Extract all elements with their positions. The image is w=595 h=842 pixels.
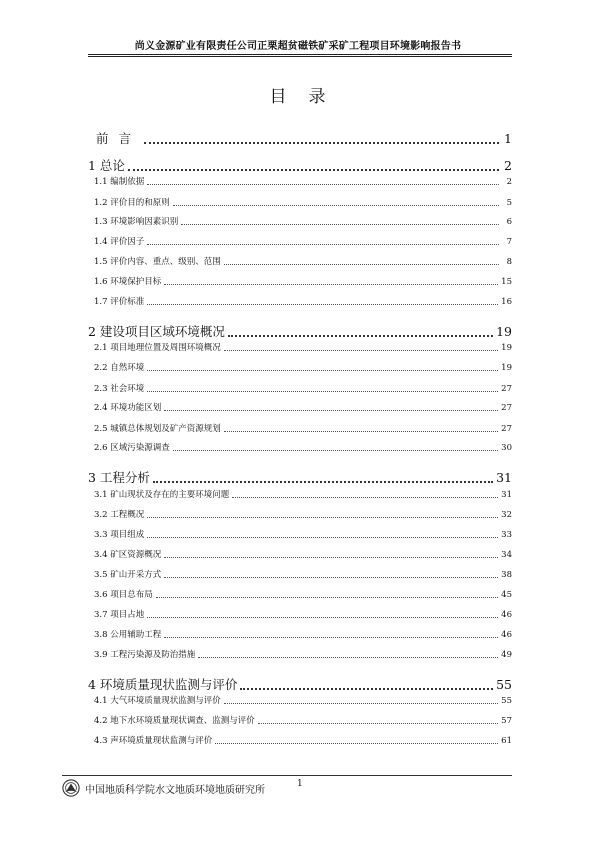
toc-entry-label: 3.6 项目总布局: [94, 590, 153, 600]
toc-entry-label: 3 工程分析: [88, 470, 150, 485]
toc-dot-leader: [173, 205, 499, 206]
toc-section-entry[interactable]: [94, 235, 512, 247]
toc-entry-page: 5: [506, 198, 512, 208]
toc-entry-page: 15: [501, 277, 512, 287]
toc-entry-label: 2.6 区域污染源调查: [94, 443, 170, 453]
toc-section-entry[interactable]: [94, 508, 512, 520]
toc-entry-page: 49: [501, 650, 512, 660]
toc-entry-label: 1.1 编制依据: [94, 177, 145, 187]
toc-entry-label: 3.3 项目组成: [94, 530, 145, 540]
toc-entry-page: 46: [501, 610, 512, 620]
toc-dot-leader: [164, 557, 498, 558]
toc-entry-page: 61: [501, 736, 512, 746]
toc-entry-label: 2.4 环境功能区划: [94, 403, 162, 413]
toc-entry-label: 3.4 矿区资源概况: [94, 550, 162, 560]
toc-chapter-entry[interactable]: [88, 156, 512, 174]
toc-entry-label: 3.5 矿山开采方式: [94, 570, 162, 580]
toc-entry-label: 1 总论: [88, 158, 125, 173]
toc-dot-leader: [147, 304, 498, 305]
toc-dot-leader: [258, 723, 498, 724]
toc-dot-leader: [153, 481, 493, 483]
toc-section-entry[interactable]: [94, 175, 512, 187]
document-footer: [62, 779, 303, 797]
toc-dot-leader: [144, 142, 499, 144]
toc-section-entry[interactable]: [94, 255, 512, 267]
toc-dot-leader: [147, 517, 498, 518]
toc-section-entry[interactable]: [94, 628, 512, 640]
toc-dot-leader: [147, 537, 498, 538]
toc-entry-label: 3.2 工程概况: [94, 510, 145, 520]
toc-entry-page: 6: [506, 217, 512, 227]
toc-entry-page: 46: [501, 630, 512, 640]
toc-chapter-entry[interactable]: [88, 468, 512, 486]
toc-entry-page: 8: [506, 257, 512, 267]
toc-section-entry[interactable]: [94, 548, 512, 560]
toc-section-entry[interactable]: [94, 694, 512, 706]
toc-entry-page: 16: [501, 297, 512, 307]
toc-section-entry[interactable]: [94, 382, 512, 394]
toc-dot-leader: [224, 431, 498, 432]
toc-dot-leader: [156, 597, 498, 598]
toc-dot-leader: [164, 577, 498, 578]
institute-emblem-icon: [62, 779, 80, 797]
toc-entry-label: 1.7 评价标准: [94, 297, 145, 307]
footer-institute-name: 中国地质科学院水文地质环境地质研究所: [85, 784, 265, 796]
toc-entry-label: 2.2 自然环境: [94, 363, 145, 373]
toc-entry-page: 19: [496, 324, 512, 339]
toc-entry-page: 7: [506, 237, 512, 247]
toc-entry-page: 27: [501, 424, 512, 434]
toc-section-entry[interactable]: [94, 341, 512, 353]
toc-section-entry[interactable]: [94, 528, 512, 540]
toc-chapter-entry[interactable]: [88, 129, 512, 147]
toc-entry-label: 1.5 评价内容、重点、级别、范围: [94, 257, 221, 267]
toc-dot-leader: [181, 224, 499, 225]
toc-entry-label: 2.5 城镇总体规划及矿产资源规划: [94, 424, 221, 434]
toc-entry-page: 27: [501, 384, 512, 394]
toc-dot-leader: [164, 284, 498, 285]
toc-entry-page: 32: [501, 510, 512, 520]
toc-entry-label: 3.9 工程污染源及防治措施: [94, 650, 196, 660]
toc-entry-page: 2: [506, 177, 512, 187]
toc-entry-label: 1.3 环境影响因素识别: [94, 217, 179, 227]
toc-section-entry[interactable]: [94, 401, 512, 413]
toc-dot-leader: [173, 450, 498, 451]
toc-dot-leader: [215, 743, 498, 744]
toc-entry-label: 3.7 项目占地: [94, 610, 145, 620]
toc-entry-page: 31: [496, 470, 512, 485]
toc-entry-label: 4 环境质量现状监测与评价: [88, 677, 238, 692]
toc-entry-label: 4.3 声环境质量现状监测与评价: [94, 736, 213, 746]
toc-entry-page: 57: [501, 716, 512, 726]
toc-entry-page: 38: [501, 570, 512, 580]
toc-entry-page: 19: [501, 363, 512, 373]
toc-dot-leader: [228, 335, 493, 337]
toc-section-entry[interactable]: [94, 295, 512, 307]
toc-dot-leader: [224, 264, 499, 265]
toc-dot-leader: [147, 391, 498, 392]
toc-entry-label: 1.6 环境保护目标: [94, 277, 162, 287]
toc-entry-label: 3.8 公用辅助工程: [94, 630, 162, 640]
toc-entry-page: 1: [504, 131, 512, 146]
toc-section-entry[interactable]: [94, 588, 512, 600]
toc-entry-label: 2.1 项目地理位置及周围环境概况: [94, 343, 221, 353]
toc-dot-leader: [147, 617, 498, 618]
toc-section-entry[interactable]: [94, 488, 512, 500]
toc-entry-page: 19: [501, 343, 512, 353]
toc-section-entry[interactable]: [94, 648, 512, 660]
toc-title: 目录: [269, 87, 348, 107]
toc-entry-label: 前言: [96, 131, 142, 146]
toc-entry-label: 4.1 大气环境质量现状监测与评价: [94, 696, 221, 706]
toc-entry-page: 2: [504, 158, 512, 173]
toc-section-entry[interactable]: [94, 215, 512, 227]
toc-entry-page: 27: [501, 403, 512, 413]
toc-section-entry[interactable]: [94, 734, 512, 746]
toc-entry-page: 55: [501, 696, 512, 706]
toc-entry-label: 4.2 地下水环境质量现状调查、监测与评价: [94, 716, 255, 726]
toc-dot-leader: [147, 184, 499, 185]
header-divider: [88, 54, 512, 57]
toc-dot-leader: [198, 657, 498, 658]
toc-dot-leader: [147, 370, 498, 371]
toc-dot-leader: [164, 637, 498, 638]
toc-section-entry[interactable]: [94, 196, 512, 208]
toc-entry-label: 2 建设项目区域环境概况: [88, 324, 225, 339]
footer-divider: [62, 775, 512, 776]
toc-section-entry[interactable]: [94, 275, 512, 287]
toc-dot-leader: [224, 703, 498, 704]
toc-dot-leader: [128, 169, 499, 171]
toc-section-entry[interactable]: [94, 608, 512, 620]
toc-dot-leader: [147, 244, 499, 245]
toc-dot-leader: [224, 350, 498, 351]
toc-chapter-entry[interactable]: [88, 675, 512, 693]
footer-page-number: 1: [297, 779, 303, 789]
toc-dot-leader: [240, 688, 493, 690]
toc-section-entry[interactable]: [94, 568, 512, 580]
toc-entry-label: 1.4 评价因子: [94, 237, 145, 247]
toc-chapter-entry[interactable]: [88, 322, 512, 340]
toc-entry-page: 55: [496, 677, 512, 692]
toc-entry-page: 31: [501, 490, 512, 500]
toc-section-entry[interactable]: [94, 441, 512, 453]
toc-entry-label: 3.1 矿山现状及存在的主要环境问题: [94, 490, 230, 500]
toc-dot-leader: [232, 497, 498, 498]
toc-entry-page: 34: [501, 550, 512, 560]
toc-dot-leader: [164, 410, 498, 411]
toc-entry-label: 1.2 评价目的和原则: [94, 198, 170, 208]
toc-entry-page: 30: [501, 443, 512, 453]
toc-entry-label: 2.3 社会环境: [94, 384, 145, 394]
toc-entry-page: 45: [501, 590, 512, 600]
toc-section-entry[interactable]: [94, 714, 512, 726]
toc-section-entry[interactable]: [94, 422, 512, 434]
toc-section-entry[interactable]: [94, 361, 512, 373]
toc-entry-page: 33: [501, 530, 512, 540]
document-header: 尚义金源矿业有限责任公司正栗超贫磁铁矿采矿工程项目环境影响报告书: [134, 41, 462, 52]
